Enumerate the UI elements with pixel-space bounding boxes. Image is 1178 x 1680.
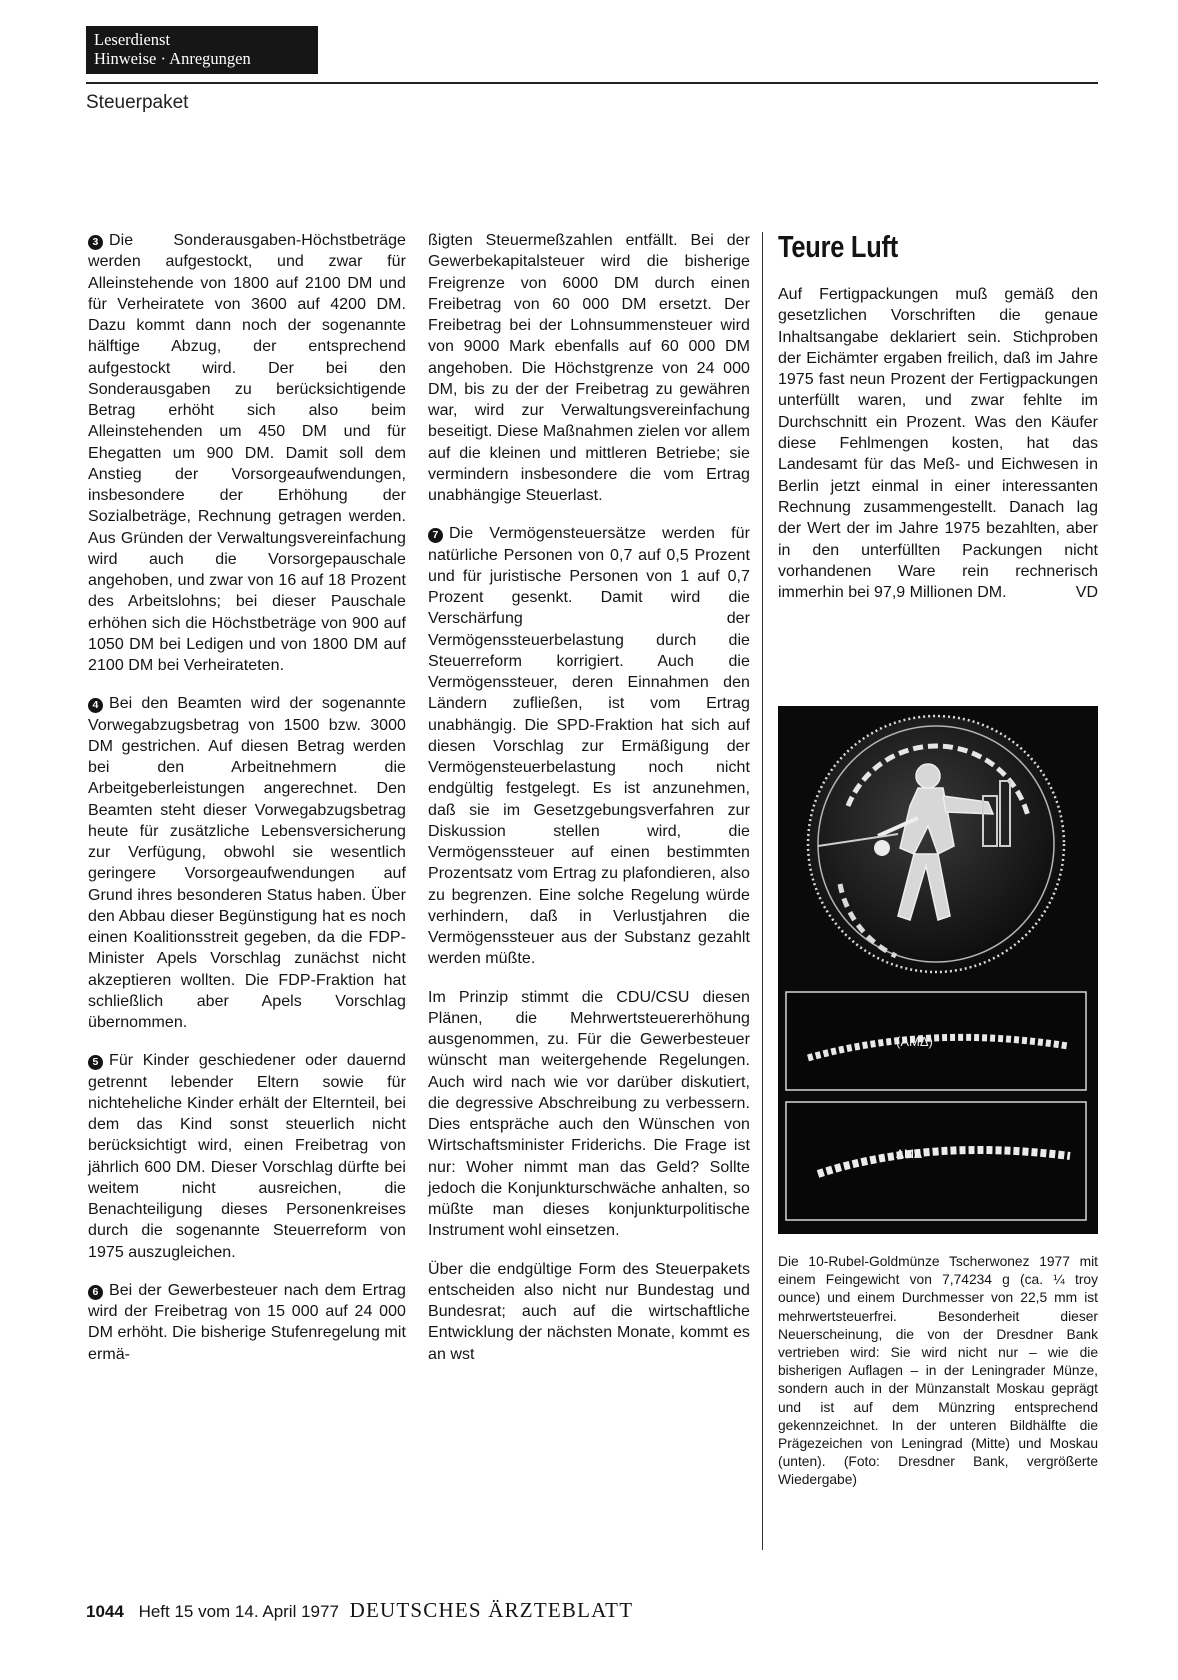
column-2 [428, 230, 750, 1382]
paragraph-text: Im Prinzip stimmt die CDU/CSU diesen Plänen, die Mehrwertsteuererhöhung ausgenommen, zu. Für die Gewerbesteuer wünscht man weitergehende Regelungen. Auch wird nach wie vor darüber diskutiert, die degressive Abschreibung zu verbessern. Dies entspräche auch den Wünschen von Wirtschaftsminister Friderichs. Die Frage ist nur: Woher nimmt man das Geld? Sollte jedoch die Konjunkturschwäche anhalten, so müßte man dieses konjunkturpolitische Instrument wohl einsetzen. [428, 988, 750, 1240]
magazine-name: DEUTSCHES ÄRZTEBLATT [349, 1598, 634, 1622]
edge-mark-moskau: ΛΜΔ [896, 1147, 923, 1161]
header-line-2: Hinweise · Anregungen [94, 49, 251, 68]
list-number-icon: 6 [88, 1285, 103, 1300]
paragraph [88, 1280, 406, 1365]
sidebar-body-text: Auf Fertigpackungen muß gemäß den gesetzlichen Vorschriften die genaue Inhaltsangabe deklariert sein. Stichproben der Eichämter ergaben freilich, daß im Jahre 1975 fast neun Prozent der Fertigpackungen unterfüllt waren, und zwar fehlte im Durchschnitt ein Prozent. Was den Käufer diese Fehlmengen kosten, hat das Landesamt für das Meß- und Eichwesen in Berlin jetzt einmal in einer interessanten Rechnung zusammengestellt. Danach lag der Wert der im Jahre 1975 bezahlten, aber in den unterfüllten Packungen nicht vorhandenen Ware rein rechnerisch immerhin bei 97,9 Millionen DM. [778, 286, 1098, 602]
paragraph [88, 1050, 406, 1263]
sidebar-body [778, 284, 1098, 603]
header-line-1: Leserdienst [94, 30, 171, 49]
paragraph-text: ßigten Steuermeßzahlen entfällt. Bei der Gewerbekapitalsteuer wird die bisherige Freigrenze von 6000 DM durch einen Freibetrag von 60 000 DM ersetzt. Der Freibetrag bei der Lohnsummensteuer wird von 9000 Mark ebenfalls auf 60 000 DM angehoben. Die Höchstgrenze von 24 000 DM, bis zu der der Freibetrag zu gewähren war, wird zur Verwaltungsvereinfachung beseitigt. Diese Maßnahmen zielen vor allem auf die kleinen und mittleren Betriebe; sie vermindern insbesondere die vom Ertrag unabhängige Steuerlast. [428, 232, 750, 504]
sidebar-article [778, 230, 1098, 603]
page-footer [86, 1598, 633, 1623]
issue-info: Heft 15 vom 14. April 1977 [138, 1602, 339, 1621]
column-divider [762, 232, 763, 1550]
paragraph [88, 693, 406, 1033]
paragraph-text: Die Vermögensteuersätze werden für natürliche Personen von 0,7 auf 0,5 Prozent und für juristische Personen von 1 auf 0,7 Prozent gesenkt. Damit wird die Verschärfung der Vermögenssteuerbelastung durch die Steuerreform korrigiert. Auch die Vermögenssteuer, deren Einnahmen den Ländern zufließen, ist vom Ertrag unabhängig. Die SPD-Fraktion hat sich auf diesen Vorschlag zur Ermäßigung der Vermögensteuerbelastung noch nicht endgültig festgelegt. Es ist anzunehmen, daß sie im Gesetzgebungsverfahren zur Diskussion stellen wird, die Vermögenssteuer auf einen bestimmten Prozentsatz vom Ertrag zu plafondieren, also zu begrenzen. Eine solche Regelung würde verhindern, daß in Verlustjahren die Vermögenssteuer aus der Substanz gezahlt werden müßte. [428, 525, 750, 968]
sidebar-signature: VD [1075, 584, 1098, 602]
paragraph [428, 987, 750, 1242]
coin-lettering: ОДИН ЧЕРВОНЕЦ 1977 [778, 706, 790, 707]
list-number-icon: 7 [428, 528, 443, 543]
sunrise [874, 840, 890, 856]
paragraph-text: Bei der Gewerbesteuer nach dem Ertrag wird der Freibetrag von 15 000 auf 24 000 DM erhöht. Die bisherige Stufenregelung mit ermä- [88, 1281, 406, 1363]
page-number: 1044 [86, 1602, 124, 1621]
paragraph [428, 230, 750, 506]
edge-mark-leningrad: (ΛΜΔ) [896, 1034, 933, 1049]
coin-photo-svg [778, 706, 1098, 1234]
list-number-icon: 5 [88, 1055, 103, 1070]
column-1 [88, 230, 406, 1382]
paragraph [428, 1259, 750, 1365]
list-number-icon: 4 [88, 698, 103, 713]
paragraph-text: Für Kinder geschiedener oder dauernd getrennt lebender Eltern sowie für nichteheliche Kinder erhält der Elternteil, bei dem das Kind sonst steuerlich nicht berücksichtigt wird, einen Freibetrag von jährlich 600 DM. Dieser Vorschlag dürfte bei weitem nicht ausreichen, die Benachteiligung dieses Personenkreises durch die sogenannte Steuerreform von 1975 auszugleichen. [88, 1052, 406, 1261]
coin-photo [778, 706, 1098, 1234]
section-header-box [86, 26, 318, 74]
paragraph [428, 523, 750, 969]
photo-caption: Die 10-Rubel-Goldmünze Tscherwonez 1977 mit einem Feingewicht von 7,74234 g (ca. ¼ troy ounce) und einem Durchmesser von 22,5 mm ist mehrwertsteuerfrei. Besonderheit dieser Neuerscheinung, die von der Dresdner Bank vertrieben wird: Sie wird nicht nur – wie die bisherigen Auflagen – in der Leningrader Münze, sondern auch in der Münzanstalt Moskau geprägt und ist auf dem Münzring entsprechend gekennzeichnet. In der unteren Bildhälfte die Prägezeichen von Leningrad (Mitte) und Moskau (unten). (Foto: Dresdner Bank, vergrößerte Wiedergabe) [778, 1254, 1098, 1488]
list-number-icon: 3 [88, 235, 103, 250]
edge-photo-moskau [786, 1102, 1086, 1220]
paragraph-text: Bei den Beamten wird der sogenannte Vorwegabzugsbetrag von 1500 bzw. 3000 DM gestrichen. Auf diesen Betrag werden bei den Arbeitnehmern die Arbeitgeberleistungen angerechnet. Den Beamten steht dieser Vorwegabzugsbetrag heute für zusätzliche Lebensversicherung zur Verfügung, obwohl sie wesentlich geringere Vorsorgeaufwendungen auf Grund ihres besonderen Status haben. Über den Abbau dieser Begünstigung hat es noch einen Koalitionsstreit gegeben, da die FDP-Minister Apels Vorschlag zunächst nicht akzeptieren wollten. Die FDP-Fraktion hat schließlich aber Apels Vorschlag übernommen. [88, 695, 406, 1031]
paragraph-text: Über die endgültige Form des Steuerpakets entscheiden also nicht nur Bundestag und Bundesrat; auch auf die wirtschaftliche Entwicklung der nächsten Monate, kommt es an wst [428, 1260, 750, 1363]
paragraph-text: Die Sonderausgaben-Höchstbeträge werden aufgestockt, und zwar für Alleinstehende von 1800 auf 2100 DM und für Verheiratete von 3600 auf 4200 DM. Dazu kommt dann noch der sogenannte hälftige Abzug, der entsprechend aufgestockt wird. Der bei den Sonderausgaben zu berücksichtigende Betrag erhöht sich also beim Alleinstehenden um 450 DM und für Ehegatten um 900 DM. Damit soll dem Anstieg der Vorsorgeaufwendungen, insbesondere der Erhöhung der Sozialbeträge, Rechnung getragen werden. Aus Gründen der Verwaltungsvereinfachung wird auch die Vorsorgepauschale angehoben, und zwar von 16 auf 18 Prozent des Arbeitslohns; bei dieser Pauschale erhöhen sich die Höchstbeträge von 900 auf 1050 DM bei Ledigen und von 1800 DM auf 2100 DM bei Verheirateten. [88, 232, 406, 674]
header-rule [86, 82, 1098, 84]
section-label: Steuerpaket [86, 92, 189, 113]
paragraph [88, 230, 406, 676]
sidebar-title: Teure Luft [778, 229, 898, 264]
